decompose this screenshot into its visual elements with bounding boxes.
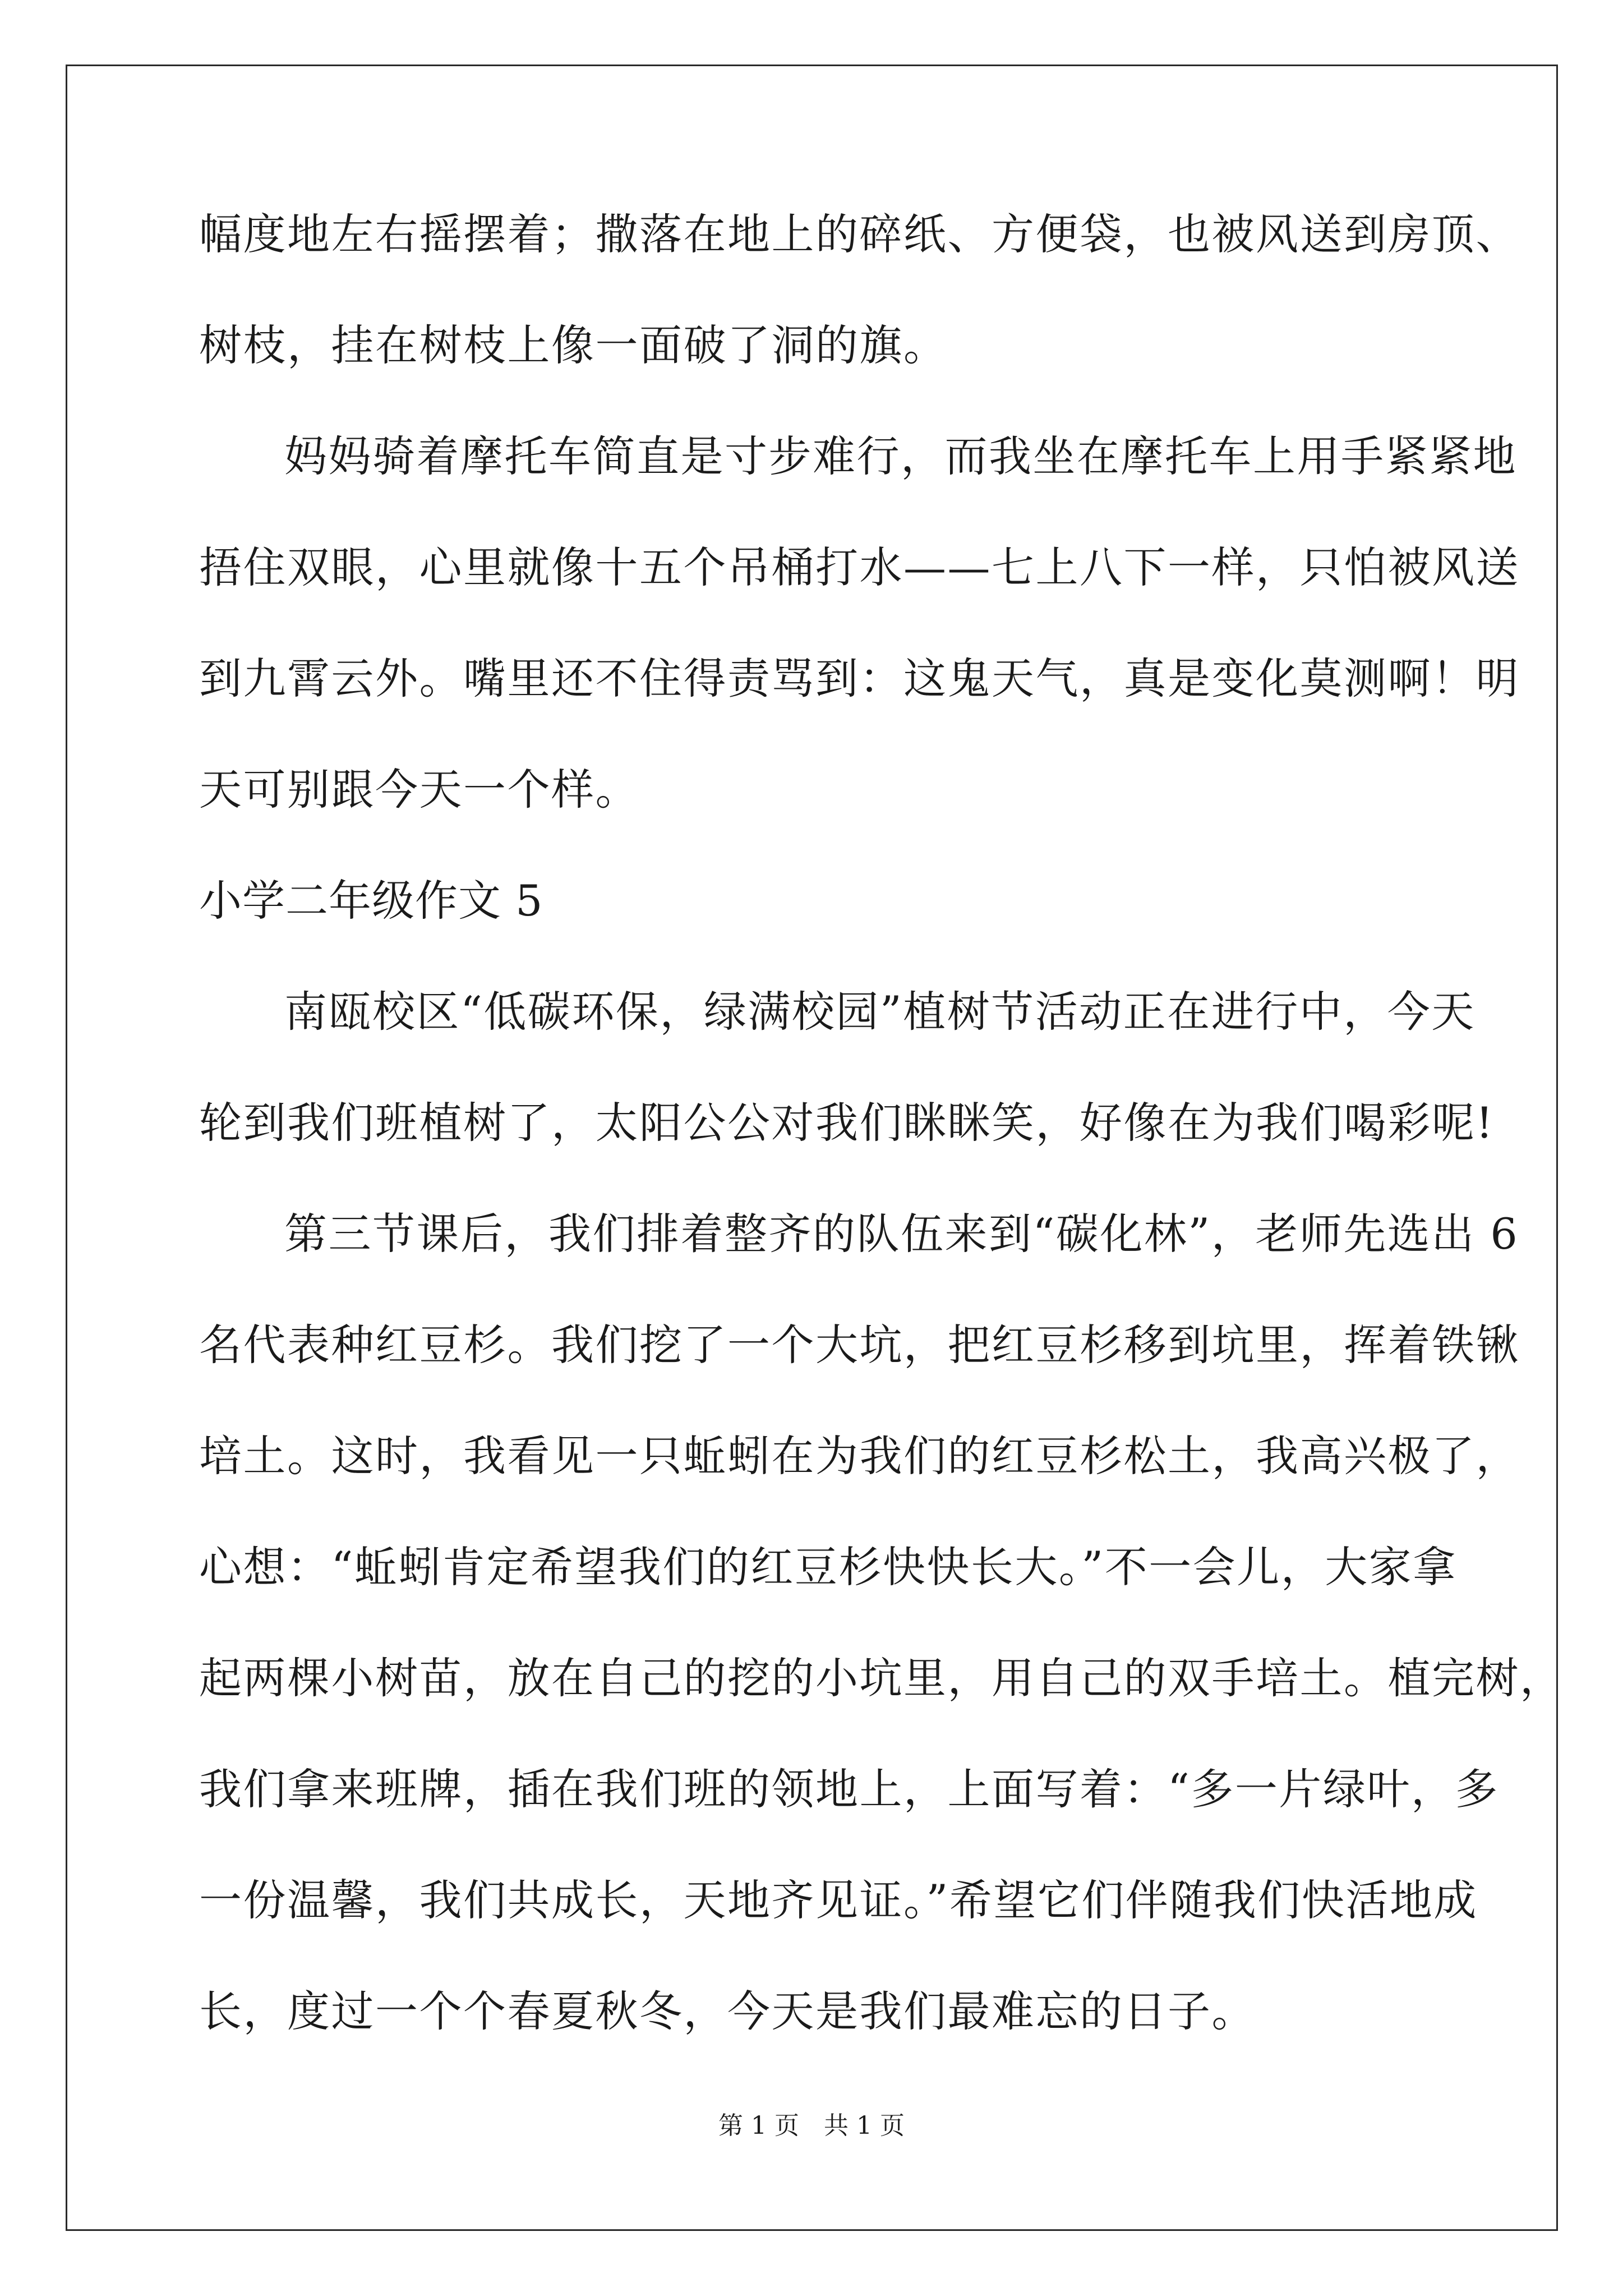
text-line-6: 天可别跟今天一个样。: [199, 765, 639, 815]
text-line-11: 名代表种红豆杉。我们挖了一个大坑，把红豆杉移到坑里，挥着铁锹: [199, 1320, 1520, 1370]
text-line-8: 南瓯校区“低碳环保，绿满校园”植树节活动正在进行中，今天: [284, 987, 1476, 1037]
text-line-13: 心想：“蚯蚓肯定希望我们的红豆杉快快长大。”不一会儿，大家拿: [199, 1542, 1457, 1592]
text-line-3: 妈妈骑着摩托车简直是寸步难行，而我坐在摩托车上用手紧紧地: [284, 431, 1517, 481]
text-line-17: 长，度过一个个春夏秋冬，今天是我们最难忘的日子。: [199, 1986, 1256, 2036]
text-line-15: 我们拿来班牌，插在我们班的领地上，上面写着：“多一片绿叶，多: [199, 1764, 1499, 1814]
text-line-12: 培土。这时，我看见一只蚯蚓在为我们的红豆杉松土，我高兴极了，: [199, 1431, 1520, 1481]
text-line-5: 到九霄云外。嘴里还不住得责骂到：这鬼天气，真是变化莫测啊！明: [199, 654, 1520, 703]
document-body: [199, 206, 1564, 2095]
text-line-2: 树枝，挂在树枝上像一面破了洞的旗。: [199, 320, 948, 370]
text-line-16: 一份温馨，我们共成长，天地齐见证。”希望它们伴随我们快活地成: [199, 1875, 1478, 1925]
text-line-4: 捂住双眼，心里就像十五个吊桶打水——七上八下一样，只怕被风送: [199, 542, 1520, 592]
page-number: 第 1 页 共 1 页: [718, 2111, 905, 2140]
text-line-14: 起两棵小树苗，放在自己的挖的小坑里，用自己的双手培土。植完树，: [199, 1653, 1564, 1703]
text-line-10: 第三节课后，我们排着整齐的队伍来到“碳化林”，老师先选出 6: [284, 1209, 1519, 1259]
text-line-1: 幅度地左右摇摆着；撒落在地上的碎纸、方便袋，也被风送到房顶、: [199, 209, 1520, 259]
text-line-9: 轮到我们班植树了，太阳公公对我们眯眯笑，好像在为我们喝彩呢!: [199, 1098, 1495, 1148]
section-heading: 小学二年级作文 5: [199, 876, 543, 926]
